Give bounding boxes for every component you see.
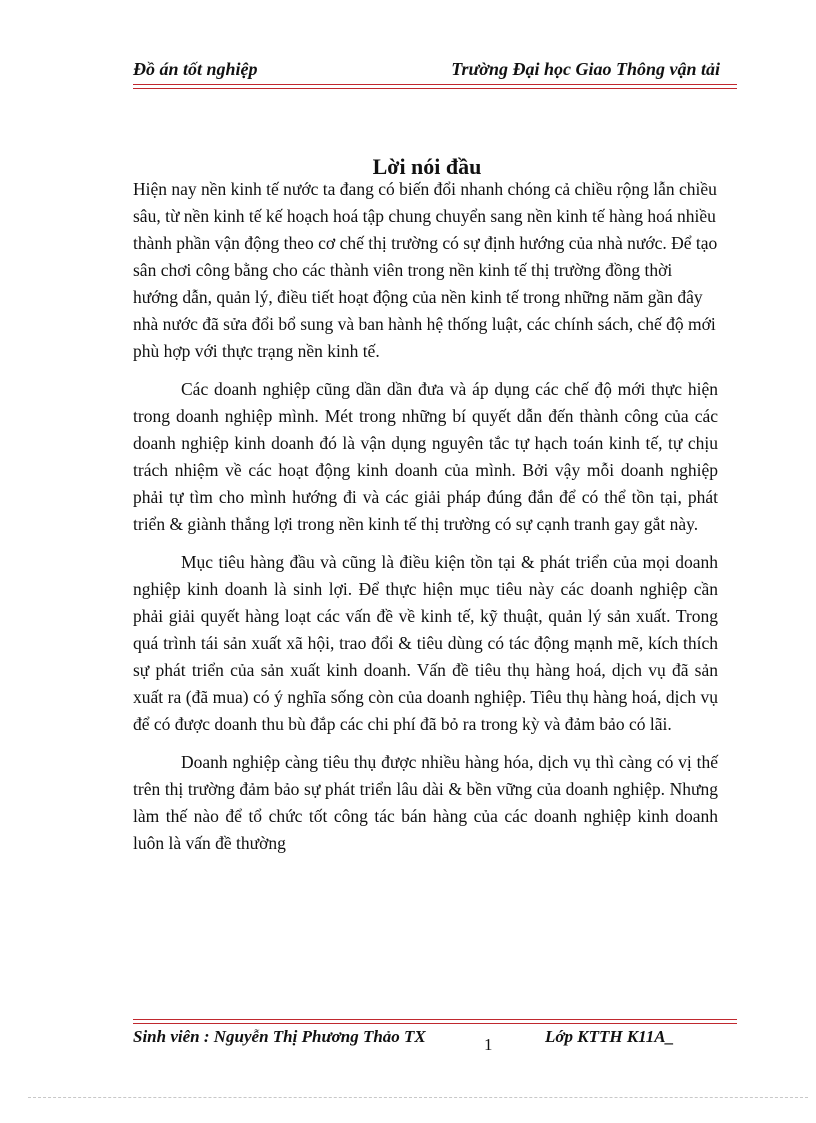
header-rule-top [133,84,737,85]
paragraph-4: Doanh nghiệp càng tiêu thụ được nhiều hàng hóa, dịch vụ thì càng có vị thế trên thị trường đảm bảo sự phát triển lâu dài & bền vững của doanh nghiệp. Nhưng làm thế nào để tổ chức tốt công tác bán hàng của các doanh nghiệp kinh doanh luôn là vấn đề thường [133,752,718,853]
paragraph-1: Hiện nay nền kinh tế nước ta đang có biến đổi nhanh chóng cả chiều rộng lẫn chiều sâu, từ nền kinh tế kế hoạch hoá tập chung chuyển sang nền kinh tế hàng hoá nhiều thành phần vận động theo cơ chế thị trường có sự định hướng của nhà nước. Để tạo sân chơi công bằng cho các thành viên trong nền kinh tế thị trường đồng thời hướng dẫn, quản lý, điều tiết hoạt động của nền kinh tế trong những năm gần đây nhà nước đã sửa đổi bổ sung và ban hành hệ thống luật, các chính sách, chế độ mới phù hợp với thực trạng nền kinh tế. [133,179,718,361]
page-boundary-line [28,1097,808,1098]
header-university-name: Trường Đại học Giao Thông vận tải [451,59,720,79]
page-title: Lời nói đầu [372,153,482,179]
header-rule-bottom [133,88,737,89]
body-text [133,176,718,868]
header-project-label: Đồ án tốt nghiệp [133,59,258,79]
paragraph-3: Mục tiêu hàng đầu và cũng là điều kiện tồn tại & phát triển của mọi doanh nghiệp kinh doanh là sinh lợi. Để thực hiện mục tiêu này các doanh nghiệp cần phải giải quyết hàng loạt các vấn đề về kinh tế, kỹ thuật, quản lý sản xuất. Trong quá trình tái sản xuất xã hội, trao đổi & tiêu dùng có tác động mạnh mẽ, kích thích sự phát triển của sản xuất kinh doanh. Vấn đề tiêu thụ hàng hoá, dịch vụ đã sản xuất ra (đã mua) có ý nghĩa sống còn của doanh nghiệp. Tiêu thụ hàng hoá, dịch vụ để có được doanh thu bù đắp các chi phí đã bỏ ra trong kỳ và đảm bảo có lãi. [133,552,718,734]
footer-page-number: 1 [484,1035,493,1054]
footer-class-name: Lớp KTTH K11A_ [545,1027,675,1046]
footer-rule-top [133,1019,737,1020]
footer-student-name: Sinh viên : Nguyễn Thị Phương Thảo TX [133,1027,426,1046]
footer-rule-bottom [133,1023,737,1024]
paragraph-2: Các doanh nghiệp cũng dần dần đưa và áp dụng các chế độ mới thực hiện trong doanh nghiệp mình. Mét trong những bí quyết dẫn đến thành công của các doanh nghiệp kinh doanh đó là vận dụng nguyên tắc tự hạch toán kinh tế, tự chịu trách nhiệm về các hoạt động kinh doanh của mình. Bởi vậy mỗi doanh nghiệp phải tự tìm cho mình hướng đi và các giải pháp đúng đắn để có thể tồn tại, phát triển & giành thắng lợi trong nền kinh tế thị trường có sự cạnh tranh gay gắt này. [133,379,718,534]
